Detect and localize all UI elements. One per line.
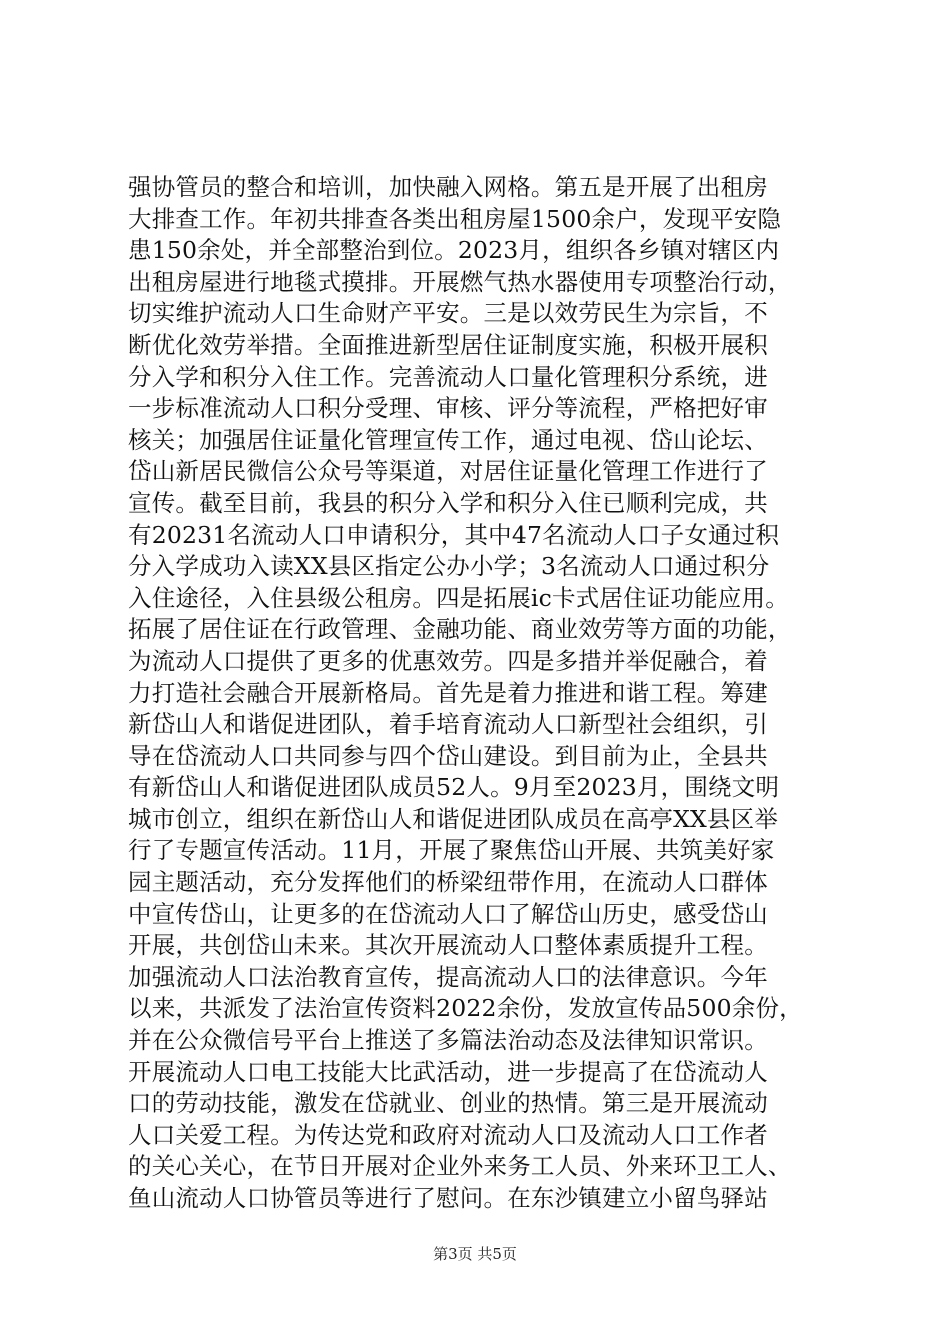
text-line: 开展，共创岱山未来。其次开展流动人口整体素质提升工程。 <box>128 931 768 960</box>
text-line: 力打造社会融合开展新格局。首先是着力推进和谐工程。筹建 <box>128 678 768 707</box>
text-line: 加强流动人口法治教育宣传，提高流动人口的法律意识。今年 <box>128 962 768 991</box>
text-line: 为流动人口提供了更多的优惠效劳。四是多措并举促融合，着 <box>128 646 768 675</box>
text-line: 拓展了居住证在行政管理、金融功能、商业效劳等方面的功能， <box>128 615 792 644</box>
text-line: 并在公众微信号平台上推送了多篇法治动态及法律知识常识。 <box>128 1026 768 1055</box>
text-line: 患150余处，并全部整治到位。2023月，组织各乡镇对辖区内 <box>128 236 780 265</box>
text-line: 中宣传岱山，让更多的在岱流动人口了解岱山历史，感受岱山 <box>128 899 768 928</box>
page-number: 第3页 共5页 <box>433 1245 517 1263</box>
text-line: 断优化效劳举措。全面推进新型居住证制度实施，积极开展积 <box>128 330 768 359</box>
text-line: 一步标准流动人口积分受理、审核、评分等流程，严格把好审 <box>128 394 768 423</box>
text-line: 大排查工作。年初共排查各类出租房屋1500余户，发现平安隐 <box>128 204 782 233</box>
text-line: 有20231名流动人口申请积分，其中47名流动人口子女通过积 <box>128 520 780 549</box>
text-line: 新岱山人和谐促进团队，着手培育流动人口新型社会组织，引 <box>128 710 768 739</box>
text-line: 分入学成功入读XX县区指定公办小学；3名流动人口通过积分 <box>128 552 770 581</box>
text-line: 导在岱流动人口共同参与四个岱山建设。到目前为止，全县共 <box>128 741 768 770</box>
text-line: 的关心关心，在节日开展对企业外来务工人员、外来环卫工人、 <box>128 1152 792 1181</box>
page-footer <box>0 1244 950 1264</box>
text-line: 开展流动人口电工技能大比武活动，进一步提高了在岱流动人 <box>128 1057 768 1086</box>
text-line: 岱山新居民微信公众号等渠道，对居住证量化管理工作进行了 <box>128 457 768 486</box>
text-line: 出租房屋进行地毯式摸排。开展燃气热水器使用专项整治行动， <box>128 267 792 296</box>
text-line: 有新岱山人和谐促进团队成员52人。9月至2023月，围绕文明 <box>128 773 780 802</box>
text-line: 鱼山流动人口协管员等进行了慰问。在东沙镇建立小留鸟驿站 <box>128 1184 768 1212</box>
body-text <box>128 172 848 1215</box>
text-line: 城市创立，组织在新岱山人和谐促进团队成员在高亭XX县区举 <box>128 804 779 833</box>
text-line: 强协管员的整合和培训，加快融入网格。第五是开展了出租房 <box>128 173 768 201</box>
text-line: 核关；加强居住证量化管理宣传工作，通过电视、岱山论坛、 <box>128 425 768 454</box>
text-line: 行了专题宣传活动。11月，开展了聚焦岱山开展、共筑美好家 <box>128 836 775 865</box>
text-line: 人口关爱工程。为传达党和政府对流动人口及流动人口工作者 <box>128 1120 768 1149</box>
text-line: 入住途径，入住县级公租房。四是拓展ic卡式居住证功能应用。 <box>128 583 789 612</box>
text-line: 分入学和积分入住工作。完善流动人口量化管理积分系统，进 <box>128 362 768 391</box>
text-line: 以来，共派发了法治宣传资料2022余份，发放宣传品500余份， <box>128 994 803 1023</box>
text-line: 园主题活动，充分发挥他们的桥梁纽带作用，在流动人口群体 <box>128 868 768 897</box>
text-line: 切实维护流动人口生命财产平安。三是以效劳民生为宗旨，不 <box>128 299 768 328</box>
text-line: 口的劳动技能，激发在岱就业、创业的热情。第三是开展流动 <box>128 1089 768 1118</box>
text-line: 宣传。截至目前，我县的积分入学和积分入住已顺利完成，共 <box>128 488 768 517</box>
